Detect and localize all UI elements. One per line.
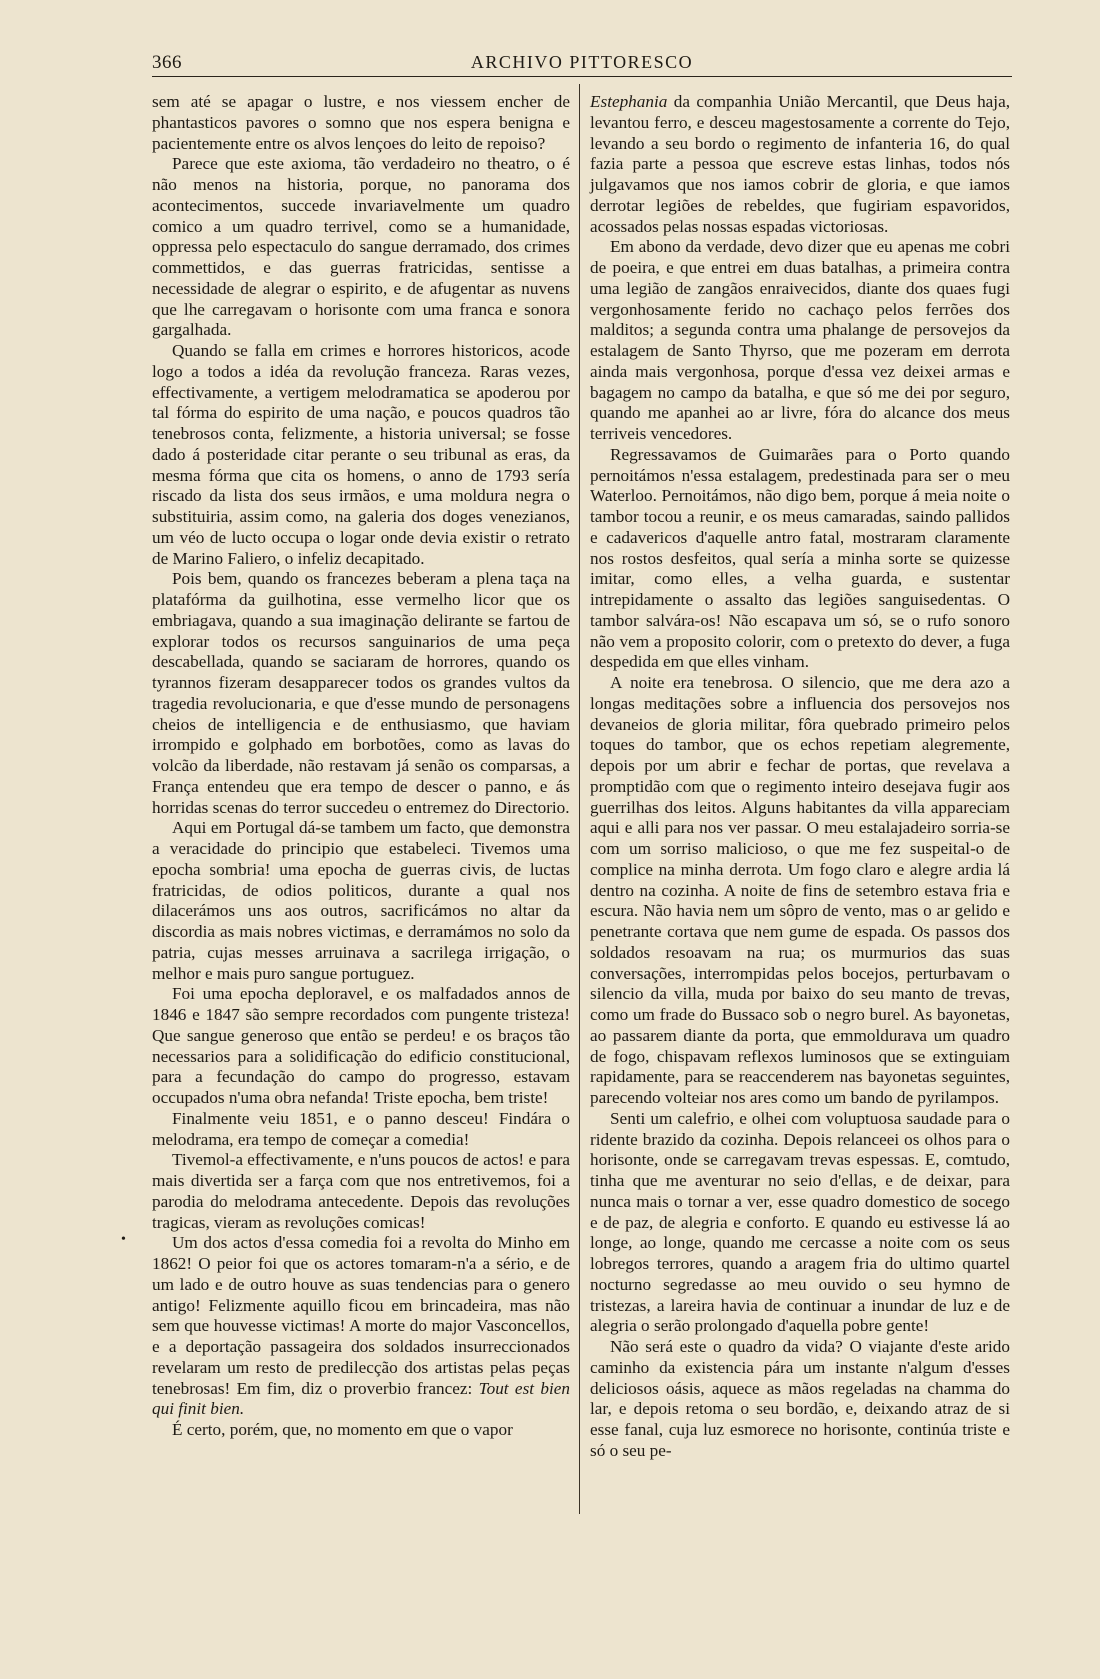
paragraph xyxy=(590,92,1010,237)
column-divider xyxy=(579,84,580,1514)
left-column xyxy=(152,92,570,1441)
ship-name: Estephania xyxy=(590,92,668,111)
paragraph: Finalmente veiu 1851, e o panno desceu! Findára o melodrama, era tempo de começar a comedia! xyxy=(152,1108,570,1149)
paragraph: Aqui em Portugal dá-se tambem um facto, que demonstra a veracidade do principio que estabeleci. Tivemos uma epocha sombria! uma epocha de guerras civis, de luctas fratricidas, de odios politicos, durante a qual nos dilacerámos uns aos outros, sacrificámos no altar da discordia as mais nobres victimas, e derramámos no solo da patria, cujas messes arruinava a sacrilega irrigação, o melhor e mais puro sangue portuguez. xyxy=(152,818,570,983)
paragraph: É certo, porém, que, no momento em que o vapor xyxy=(172,1420,513,1439)
paragraph: Em abono da verdade, devo dizer que eu apenas me cobri de poeira, e que entrei em duas batalhas, a primeira contra uma legião de zangãos enraivecidos, diante dos quaes fugi vergonhosamente ferido no cachaço pelos ferrões dos malditos; a segunda contra uma phalange de persovejos da estalagem de Santo Thyrso, que me pozeram em derrota ainda mais vergonhosa, porque d'essa vez deixei armas e bagagem no campo da batalha, e que só me dei por seguro, quando me apanhei ao ar livre, fóra do alcance dos meus terriveis vencedores. xyxy=(590,237,1010,443)
paragraph xyxy=(152,1233,570,1420)
paragraph: Tivemol-a effectivamente, e n'uns poucos de actos! e para mais divertida ser a farça com que nos entretivemos, foi a parodia do melodrama antecedente. Depois das revoluções tragicas, vieram as revoluções comicas! xyxy=(152,1150,570,1232)
paragraph: Pois bem, quando os francezes beberam a plena taça na platafórma da guilhotina, esse vermelho licor que os embriagava, quando a sua imaginação delirante se fartou de explorar todos os recursos sanguinarios de uma peça descabellada, quando se saciaram de horrores, quando os tyrannos fizeram desapparecer todos os grandes vultos da tragedia revolucionaria, e que d'esse mundo de personagens cheios de intelligencia e de enthusiasmo, que haviam irrompido e golphado em borbotões, como as lavas do volcão da liberdade, não restavam já senão os comparsas, a França entendeu que era tempo de descer o panno, e ás horridas scenas do terror succedeu o entremez do Directorio. xyxy=(152,569,570,817)
paragraph: Senti um calefrio, e olhei com voluptuosa saudade para o ridente brazido da cozinha. Depois relanceei os olhos para o horisonte, onde se carregavam trevas espessas. E, comtudo, tinha que me aventurar no seio d'ellas, e de deixar, para nunca mais o tornar a ver, esse quadro domestico de socego e de paz, de alegria e conforto. E quando eu estivesse lá ao longe, ao longe, quando me cercasse a noite com os seus lobregos terrores, quando a aragem fria do ultimo quartel nocturno segredasse ao meu ouvido o seu hymno de tristezas, a lareira havia de continuar a inundar de luz e de alegria o serão prolongado d'aquella pobre gente! xyxy=(590,1108,1010,1336)
right-column xyxy=(590,92,1010,1462)
french-proverb: Tout est bien qui finit bien. xyxy=(152,1378,570,1419)
paragraph: Parece que este axioma, tão verdadeiro no theatro, o é não menos na historia, porque, no panorama dos acontecimentos, succede invariavelmente um quadro comico a um quadro terrivel, como se a humanidade, oppressa pelo espectaculo do sangue derramado, dos crimes commettidos, e das guerras fratricidas, sentisse a necessidade de alegrar o espirito, e de afugentar as nuvens que lhe carregavam o horisonte com uma franca e sonora gargalhada. xyxy=(152,154,570,340)
paragraph: Não será este o quadro da vida? O viajante d'este arido caminho da existencia pára um instante n'algum d'esses deliciosos oásis, aquece as mãos regeladas na chamma do lar, e depois retoma o seu bordão, e, deixando atraz de si esse fanal, cuja luz esmorece no horisonte, continúa triste e só o seu pe- xyxy=(590,1337,1010,1460)
paragraph: A noite era tenebrosa. O silencio, que me dera azo a longas meditações sobre a influencia dos persovejos nos devaneios de gloria militar, fôra quebrado primeiro pelos toques do tambor, que os echos repetiam alegremente, depois por um abrir e fechar de portas, que revelava a promptidão com que o regimento inteiro desejava fugir aos guerrilhas dos leitos. Alguns habitantes da villa appareciam aqui e alli para nos ver passar. O meu estalajadeiro sorria-se com um sorriso malicioso, o que me fez suspeital-o de complice na minha derrota. Um fogo claro e alegre ardia lá dentro na cozinha. A noite de fins de setembro estava fria e escura. Não havia nem um sôpro de vento, mas o ar gelido e penetrante cortava que nem gume de espada. Os passos dos soldados resoavam na rua; os murmurios das suas conversações, interrompidas pelos bocejos, perturbavam o silencio da villa, muda por baixo do seu manto de trevas, como um frade do Bussaco sob o negro burel. As bayonetas, ao passarem diante da porta, que emmoldurava um quadro de fogo, chispavam reflexos luminosos que se extinguiam rapidamente, para se reaccenderem nas bayonetas seguintes, parecendo volteiar nos ares como um bando de pyrilampos. xyxy=(590,673,1010,1107)
page-number: 366 xyxy=(152,52,182,73)
paragraph-text: Um dos actos d'essa comedia foi a revolta do Minho em 1862! O peior foi que os actores tomaram-n'a a sério, e de um lado e de outro houve as suas tendencias para o genero antigo! Felizmente aquillo ficou em brincadeira, mas não sem que houvesse victimas! A morte do major Vasconcellos, e a deportação passageira dos soldados insurreccionados revelaram um resto de predilecção dos artistas pelas peças tenebrosas! Em fim, diz o proverbio francez: xyxy=(152,1233,570,1398)
paragraph: sem até se apagar o lustre, e nos viessem encher de phantasticos pavores o somno que nos espera benigna e pacientemente entre os alvos lençoes do leito de repoiso? xyxy=(152,92,570,153)
margin-mark: • xyxy=(121,1232,126,1247)
paragraph: Quando se falla em crimes e horrores historicos, acode logo a todos a idéa da revolução franceza. Raras vezes, effectivamente, a vertigem melodramatica se apoderou por tal fórma do espirito de uma nação, e poucos quadros tão tenebrosos conta, felizmente, a historia universal; se fosse dado á posteridade citar perante o seu tribunal as eras, da mesma fórma que cita os homens, o anno de 1793 sería riscado da lista dos seus irmãos, e uma moldura negra o substituiria, assim como, na galeria dos doges venezianos, um véo de lucto occupa o logar onde devia existir o retrato de Marino Faliero, o infeliz decapitado. xyxy=(152,341,570,568)
running-title: ARCHIVO PITTORESCO xyxy=(470,52,694,72)
paragraph: Foi uma epocha deploravel, e os malfadados annos de 1846 e 1847 são sempre recordados com pungente tristeza! Que sangue generoso que então se perdeu! e os braços tão necessarios para a solidificação do edificio constitucional, para a fecundação do campo do progresso, estavam occupados n'uma obra nefanda! Triste epocha, bem triste! xyxy=(152,984,570,1107)
paragraph-text: da companhia União Mercantil, que Deus haja, levantou ferro, e desceu magestosamente a corrente do Tejo, levando a seu bordo o regimento de infanteria 16, do qual fazia parte a pessoa que escreve estas linhas, todos nós julgavamos que nos iamos cobrir de gloria, e que iamos derrotar legiões de rebeldes, que fugiriam espavoridos, acossados pelas nossas espadas victoriosas. xyxy=(590,92,1010,236)
page-header xyxy=(152,50,1012,77)
paragraph: Regressavamos de Guimarães para o Porto quando pernoitámos n'essa estalagem, predestinada para ser o meu Waterloo. Pernoitámos, não digo bem, porque á meia noite o tambor tocou a reunir, e os meus camaradas, saindo pallidos e cadavericos d'aquelle antro fatal, mostraram claramente nos rostos desfeitos, qual sería a minha sorte se quizesse imitar, como elles, a velha guarda, e sustentar intrepidamente o assalto das legiões sanguisedentas. O tambor salvára-os! Não escapava um só, se o rufo sonoro não vem a proposito colorir, com o pretexto do dever, a fuga despedida em que elles vinham. xyxy=(590,444,1010,672)
